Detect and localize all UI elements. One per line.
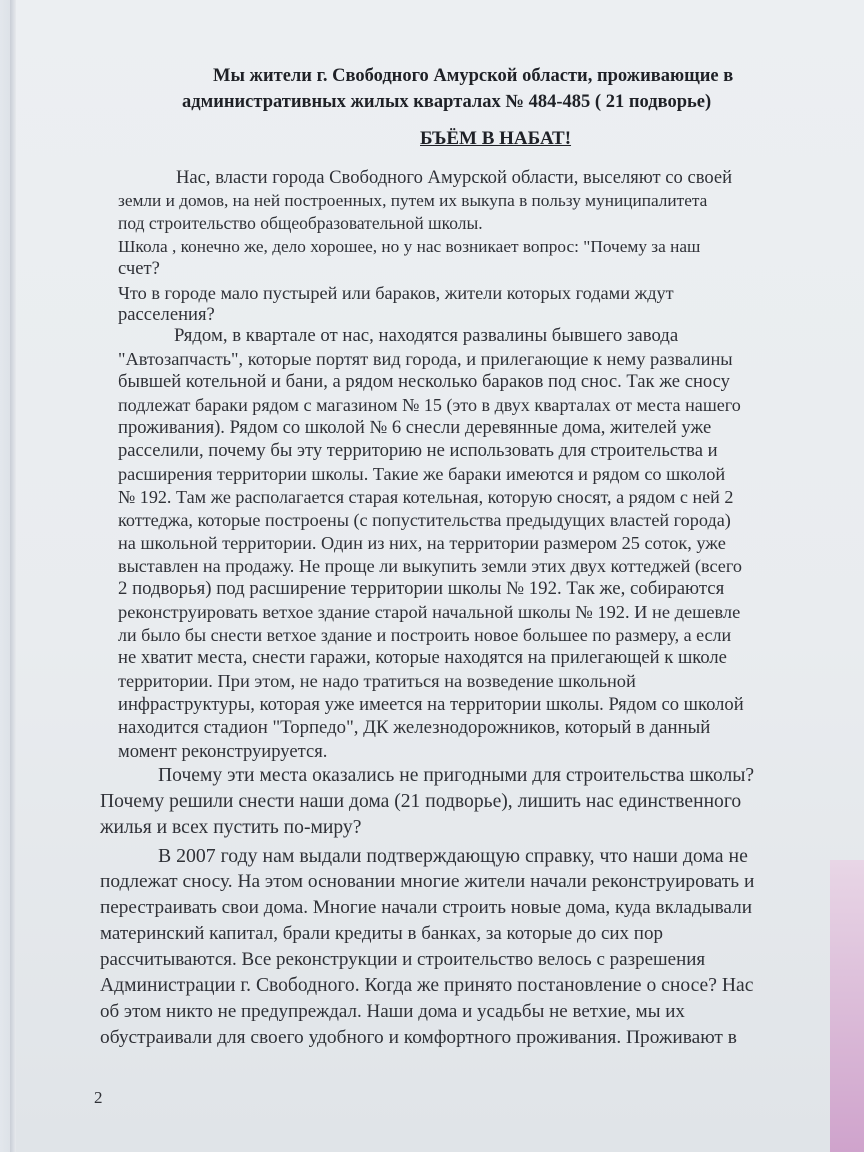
body-line: об этом никто не предупреждал. Наши дома и усадьбы не ветхие, мы их xyxy=(100,1001,685,1022)
body-line: В 2007 году нам выдали подтверждающую справку, что наши дома не xyxy=(158,845,748,867)
body-line: бывшей котельной и бани, а рядом несколько бараков под снос. Так же сносу xyxy=(118,371,730,392)
body-line: Нас, власти города Свободного Амурской области, выселяют со своей xyxy=(176,167,733,188)
document-title: БЪЁМ В НАБАТ! xyxy=(420,128,572,149)
body-line: Почему эти места оказались не пригодными для строительства школы? xyxy=(158,765,755,786)
body-line: подлежат бараки рядом с магазином № 15 (это в двух кварталах от места нашего xyxy=(118,395,741,415)
body-line: материнский капитал, брали кредиты в банках, за которые до сих пор xyxy=(100,923,663,944)
body-line: расселения? xyxy=(118,304,215,325)
heading-line-2: административных жилых кварталах № 484-485 ( 21 подворье) xyxy=(182,92,712,112)
body-line: расселили, почему бы эту территорию не использовать для строительства и xyxy=(118,440,718,461)
heading-line-1: Мы жители г. Свободного Амурской области, проживающие в xyxy=(213,66,734,86)
page-number: 2 xyxy=(94,1088,103,1107)
body-line: не хватит места, снести гаражи, которые находятся на прилегающей к школе xyxy=(118,647,727,668)
document-text xyxy=(100,0,860,1152)
body-line: момент реконструируется. xyxy=(118,741,328,762)
body-line: перестраивать свои дома. Многие начали строить новые дома, куда вкладывали xyxy=(100,897,752,918)
body-line: Администрации г. Свободного. Когда же принято постановление о сносе? Нас xyxy=(100,975,754,996)
body-line: Рядом, в квартале от нас, находятся развалины бывшего завода xyxy=(174,325,679,346)
body-line: жилья и всех пустить по-миру? xyxy=(100,817,362,838)
body-line: земли и домов, на ней построенных, путем их выкупа в пользу муниципалитета xyxy=(118,191,708,210)
body-line: обустраивали для своего удобного и комфортного проживания. Проживают в xyxy=(100,1027,737,1048)
body-line: Почему решили снести наши дома (21 подворье), лишить нас единственного xyxy=(100,791,742,812)
body-line: Школа , конечно же, дело хорошее, но у нас возникает вопрос: "Почему за наш xyxy=(118,237,701,256)
body-line: счет? xyxy=(118,258,160,279)
body-line: Что в городе мало пустырей или бараков, жители которых годами ждут xyxy=(118,283,674,303)
body-line: расширения территории школы. Такие же бараки имеются и рядом со школой xyxy=(118,464,726,484)
body-line: ли было бы снести ветхое здание и построить новое большее по размеру, а если xyxy=(118,625,732,645)
body-line: территории. При этом, не надо тратиться на возведение школьной xyxy=(118,671,636,691)
body-line: под строительство общеобразовательной школы. xyxy=(118,213,483,233)
body-line: инфраструктуры, которая уже имеется на территории школы. Рядом со школой xyxy=(118,694,744,715)
body-line: реконструировать ветхое здание старой начальной школы № 192. И не дешевле xyxy=(118,602,741,622)
body-line: 2 подворья) под расширение территории школы № 192. Так же, собираются xyxy=(118,578,725,599)
body-line: проживания). Рядом со школой № 6 снесли деревянные дома, жителей уже xyxy=(118,417,712,438)
body-line: коттеджа, которые построены (с попустительства предыдущих властей города) xyxy=(118,510,731,530)
body-line: находится стадион "Торпедо", ДК железнодорожников, который в данный xyxy=(118,717,711,738)
body-line: на школьной территории. Один из них, на территории размером 25 соток, уже xyxy=(118,533,726,553)
body-line: выставлен на продажу. Не проще ли выкупить земли этих двух коттеджей (всего xyxy=(118,556,742,576)
body-line: рассчитываются. Все реконструкции и строительство велось с разрешения xyxy=(100,949,706,970)
body-line: подлежат сносу. На этом основании многие жители начали реконструировать и xyxy=(100,871,755,892)
body-line: "Автозапчасть", которые портят вид города, и прилегающие к нему развалины xyxy=(118,349,733,369)
body-line: № 192. Там же располагается старая котельная, которую сносят, а рядом с ней 2 xyxy=(118,487,734,507)
